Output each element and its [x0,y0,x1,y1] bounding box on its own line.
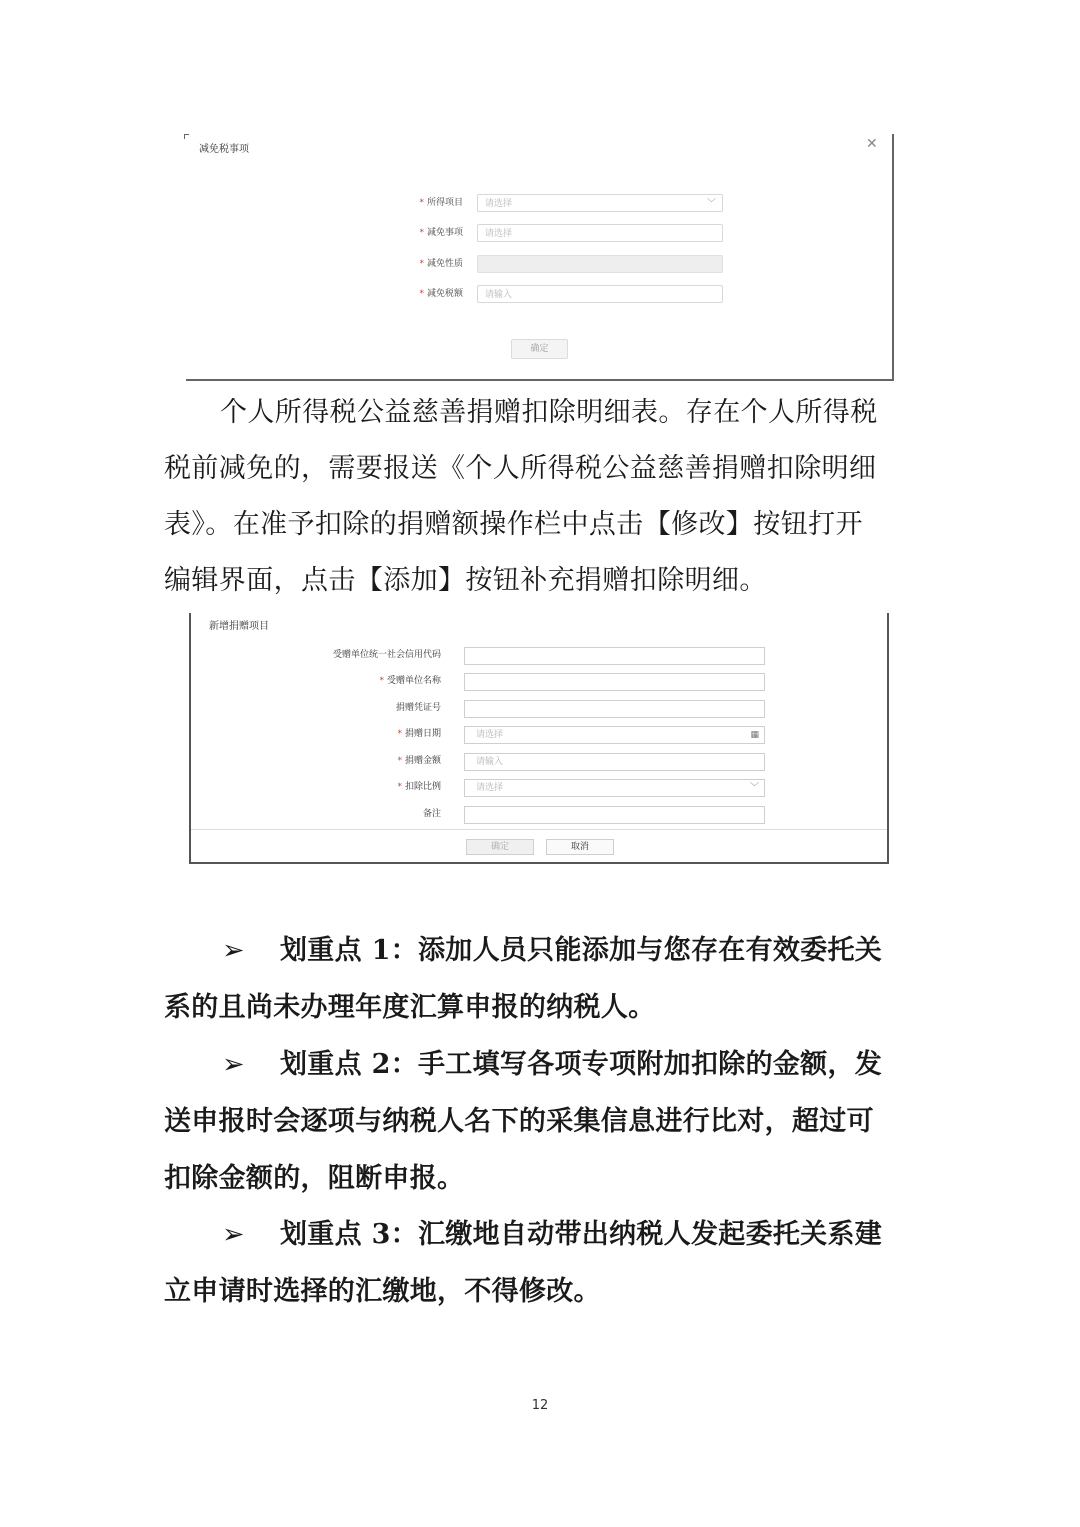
credit-code-input[interactable] [464,647,765,665]
label-text: 受赠单位名称 [386,676,441,686]
label-text: 捐赠金额 [404,756,441,766]
field-label-remark [191,805,441,823]
placeholder-text: 请输入 [485,290,513,300]
close-icon[interactable]: ✕ [866,136,878,152]
confirm-button[interactable]: 确定 [511,339,568,359]
field-label-credit-code [191,646,441,664]
required-star: * [397,729,402,739]
key-point-text: 立申请时选择的汇缴地，不得修改。 [164,1276,601,1307]
required-star: * [419,228,424,238]
field-label-income-item [401,193,463,213]
label-text: 减免事项 [426,228,463,238]
key-point-1 [164,922,924,1036]
donation-amount-input[interactable] [464,753,765,771]
required-star: * [379,676,384,686]
label-text: 扣除比例 [404,782,441,792]
recipient-name-input[interactable] [464,673,765,691]
deduction-ratio-select[interactable] [464,779,765,797]
label-text: 备注 [422,809,441,819]
placeholder-text: 请选择 [485,199,513,209]
remark-input[interactable] [464,806,765,824]
placeholder-text: 请选择 [476,730,504,740]
field-label-voucher-no [191,699,441,717]
body-line: 编辑界面，点击【添加】按钮补充捐赠扣除明细。 [164,565,767,596]
placeholder-text: 请选择 [485,229,513,239]
body-paragraph [164,385,924,609]
body-line: 表》。在准予扣除的捐赠额操作栏中点击【修改】按钮打开 [164,509,863,540]
field-label-recipient-name [191,672,441,690]
field-label-reduction-amount [401,284,463,304]
key-point-text: 划重点 2：手工填写各项专项附加扣除的金额，发 [280,1049,883,1080]
placeholder-text: 请选择 [476,783,504,793]
field-label-deduction-ratio [191,778,441,796]
chevron-down-icon: ﹀ [706,199,716,209]
key-point-2 [164,1036,924,1207]
donation-date-picker[interactable] [464,726,765,744]
required-star: * [419,259,424,269]
dialog-title: 新增捐赠项目 [209,621,269,632]
key-point-text: 送申报时会逐项与纳税人名下的采集信息进行比对，超过可 [164,1106,874,1137]
dialog-edge [189,613,194,621]
required-star: * [419,289,424,299]
required-star: * [397,782,402,792]
reduction-item-select[interactable] [477,224,723,242]
field-label-reduction-item [401,223,463,243]
key-point-text: 划重点 3：汇缴地自动带出纳税人发起委托关系建 [280,1219,883,1250]
donation-dialog [189,613,889,864]
arrow-bullet-icon: ➢ [222,1049,245,1080]
dialog-corner [184,134,189,139]
reduction-amount-input[interactable] [477,285,723,303]
key-point-3 [164,1206,924,1320]
arrow-bullet-icon: ➢ [222,935,245,966]
arrow-bullet-icon: ➢ [222,1219,245,1250]
reduction-nature-field [477,255,723,273]
key-point-text: 扣除金额的，阻断申报。 [164,1163,465,1194]
label-text: 受赠单位统一社会信用代码 [332,650,441,660]
label-text: 捐赠凭证号 [395,703,441,713]
cancel-button[interactable]: 取消 [546,839,614,855]
label-text: 所得项目 [426,198,463,208]
chevron-down-icon: ﹀ [749,783,759,793]
reduction-dialog [186,134,894,381]
dialog-title: 减免税事项 [199,144,249,155]
required-star: * [419,198,424,208]
label-text: 减免税额 [426,289,463,299]
body-line: 税前减免的，需要报送《个人所得税公益慈善捐赠扣除明细 [164,453,877,484]
voucher-no-input[interactable] [464,700,765,718]
label-text: 捐赠日期 [404,729,441,739]
required-star: * [397,756,402,766]
footer-divider [191,829,887,830]
calendar-icon[interactable]: ▦ [750,730,759,740]
field-label-donation-amount [191,752,441,770]
income-item-select[interactable] [477,194,723,212]
field-label-donation-date [191,725,441,743]
body-line: 个人所得税公益慈善捐赠扣除明细表。存在个人所得税 [220,397,878,428]
page-number: 12 [531,1398,549,1413]
confirm-button[interactable]: 确定 [466,839,534,855]
placeholder-text: 请输入 [476,757,504,767]
key-point-text: 系的且尚未办理年度汇算申报的纳税人。 [164,992,656,1023]
label-text: 减免性质 [426,259,463,269]
dialog-edge [884,613,889,713]
key-point-text: 划重点 1：添加人员只能添加与您存在有效委托关 [280,935,883,966]
field-label-reduction-nature [401,254,463,274]
